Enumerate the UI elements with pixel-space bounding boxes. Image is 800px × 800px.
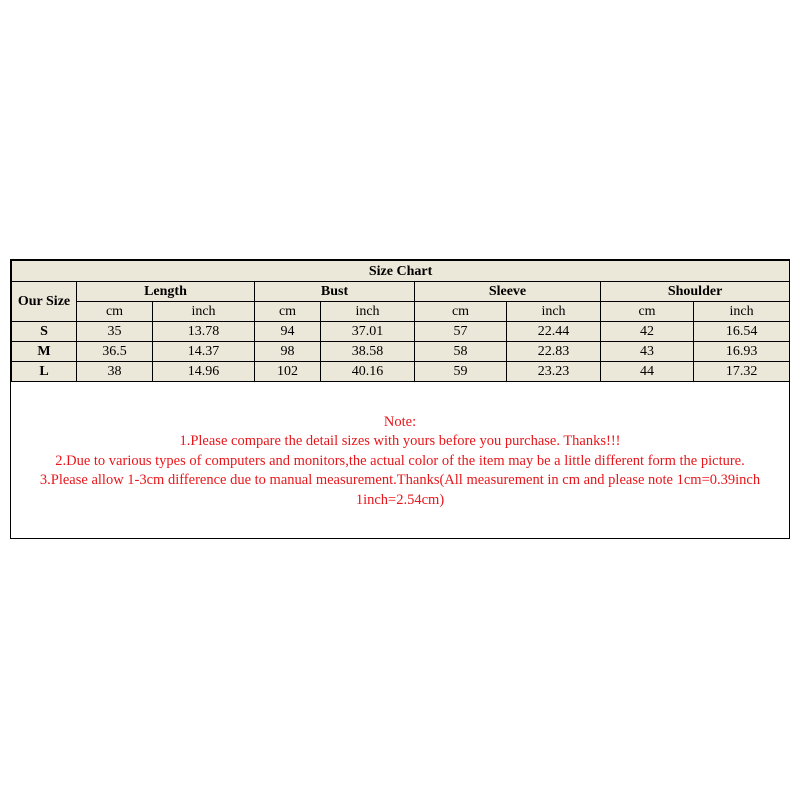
notes-section bbox=[11, 382, 789, 541]
table-cell: 38.58 bbox=[321, 342, 415, 362]
table-cell: 94 bbox=[255, 322, 321, 342]
note-heading: Note: bbox=[383, 413, 417, 430]
note-line: 1inch=2.54cm) bbox=[355, 491, 445, 508]
size-table bbox=[11, 260, 790, 382]
size-chart bbox=[10, 259, 790, 539]
table-cell: 16.93 bbox=[694, 342, 790, 362]
unit-header: inch bbox=[694, 302, 790, 322]
table-cell: 16.54 bbox=[694, 322, 790, 342]
sleeve-header: Sleeve bbox=[415, 282, 601, 302]
table-row bbox=[12, 322, 790, 342]
unit-header: inch bbox=[153, 302, 255, 322]
table-row bbox=[12, 362, 790, 382]
unit-header: inch bbox=[321, 302, 415, 322]
table-cell: 57 bbox=[415, 322, 507, 342]
table-cell: 102 bbox=[255, 362, 321, 382]
note-line: 3.Please allow 1-3cm difference due to manual measurement.Thanks(All measurement in cm and please note 1cm=0.39inch bbox=[39, 472, 761, 489]
size-label: M bbox=[12, 342, 77, 362]
table-cell: 13.78 bbox=[153, 322, 255, 342]
table-cell: 59 bbox=[415, 362, 507, 382]
unit-header: inch bbox=[507, 302, 601, 322]
table-row bbox=[12, 342, 790, 362]
unit-header: cm bbox=[415, 302, 507, 322]
table-cell: 22.44 bbox=[507, 322, 601, 342]
shoulder-header: Shoulder bbox=[601, 282, 790, 302]
table-cell: 14.37 bbox=[153, 342, 255, 362]
unit-header-row bbox=[12, 302, 790, 322]
length-header: Length bbox=[77, 282, 255, 302]
table-cell: 98 bbox=[255, 342, 321, 362]
bust-header: Bust bbox=[255, 282, 415, 302]
table-cell: 36.5 bbox=[77, 342, 153, 362]
unit-header: cm bbox=[77, 302, 153, 322]
table-cell: 17.32 bbox=[694, 362, 790, 382]
note-line: 2.Due to various types of computers and monitors,the actual color of the item may be a little different form the picture. bbox=[55, 452, 745, 469]
table-cell: 14.96 bbox=[153, 362, 255, 382]
our-size-header: Our Size bbox=[12, 282, 77, 322]
table-cell: 43 bbox=[601, 342, 694, 362]
table-cell: 22.83 bbox=[507, 342, 601, 362]
table-cell: 44 bbox=[601, 362, 694, 382]
table-cell: 23.23 bbox=[507, 362, 601, 382]
size-label: S bbox=[12, 322, 77, 342]
title-row bbox=[12, 261, 790, 282]
table-cell: 35 bbox=[77, 322, 153, 342]
unit-header: cm bbox=[601, 302, 694, 322]
table-title: Size Chart bbox=[12, 261, 790, 282]
group-header-row bbox=[12, 282, 790, 302]
table-cell: 38 bbox=[77, 362, 153, 382]
note-line: 1.Please compare the detail sizes with yours before you purchase. Thanks!!! bbox=[179, 433, 621, 450]
table-cell: 40.16 bbox=[321, 362, 415, 382]
size-label: L bbox=[12, 362, 77, 382]
table-cell: 42 bbox=[601, 322, 694, 342]
table-cell: 58 bbox=[415, 342, 507, 362]
unit-header: cm bbox=[255, 302, 321, 322]
table-cell: 37.01 bbox=[321, 322, 415, 342]
